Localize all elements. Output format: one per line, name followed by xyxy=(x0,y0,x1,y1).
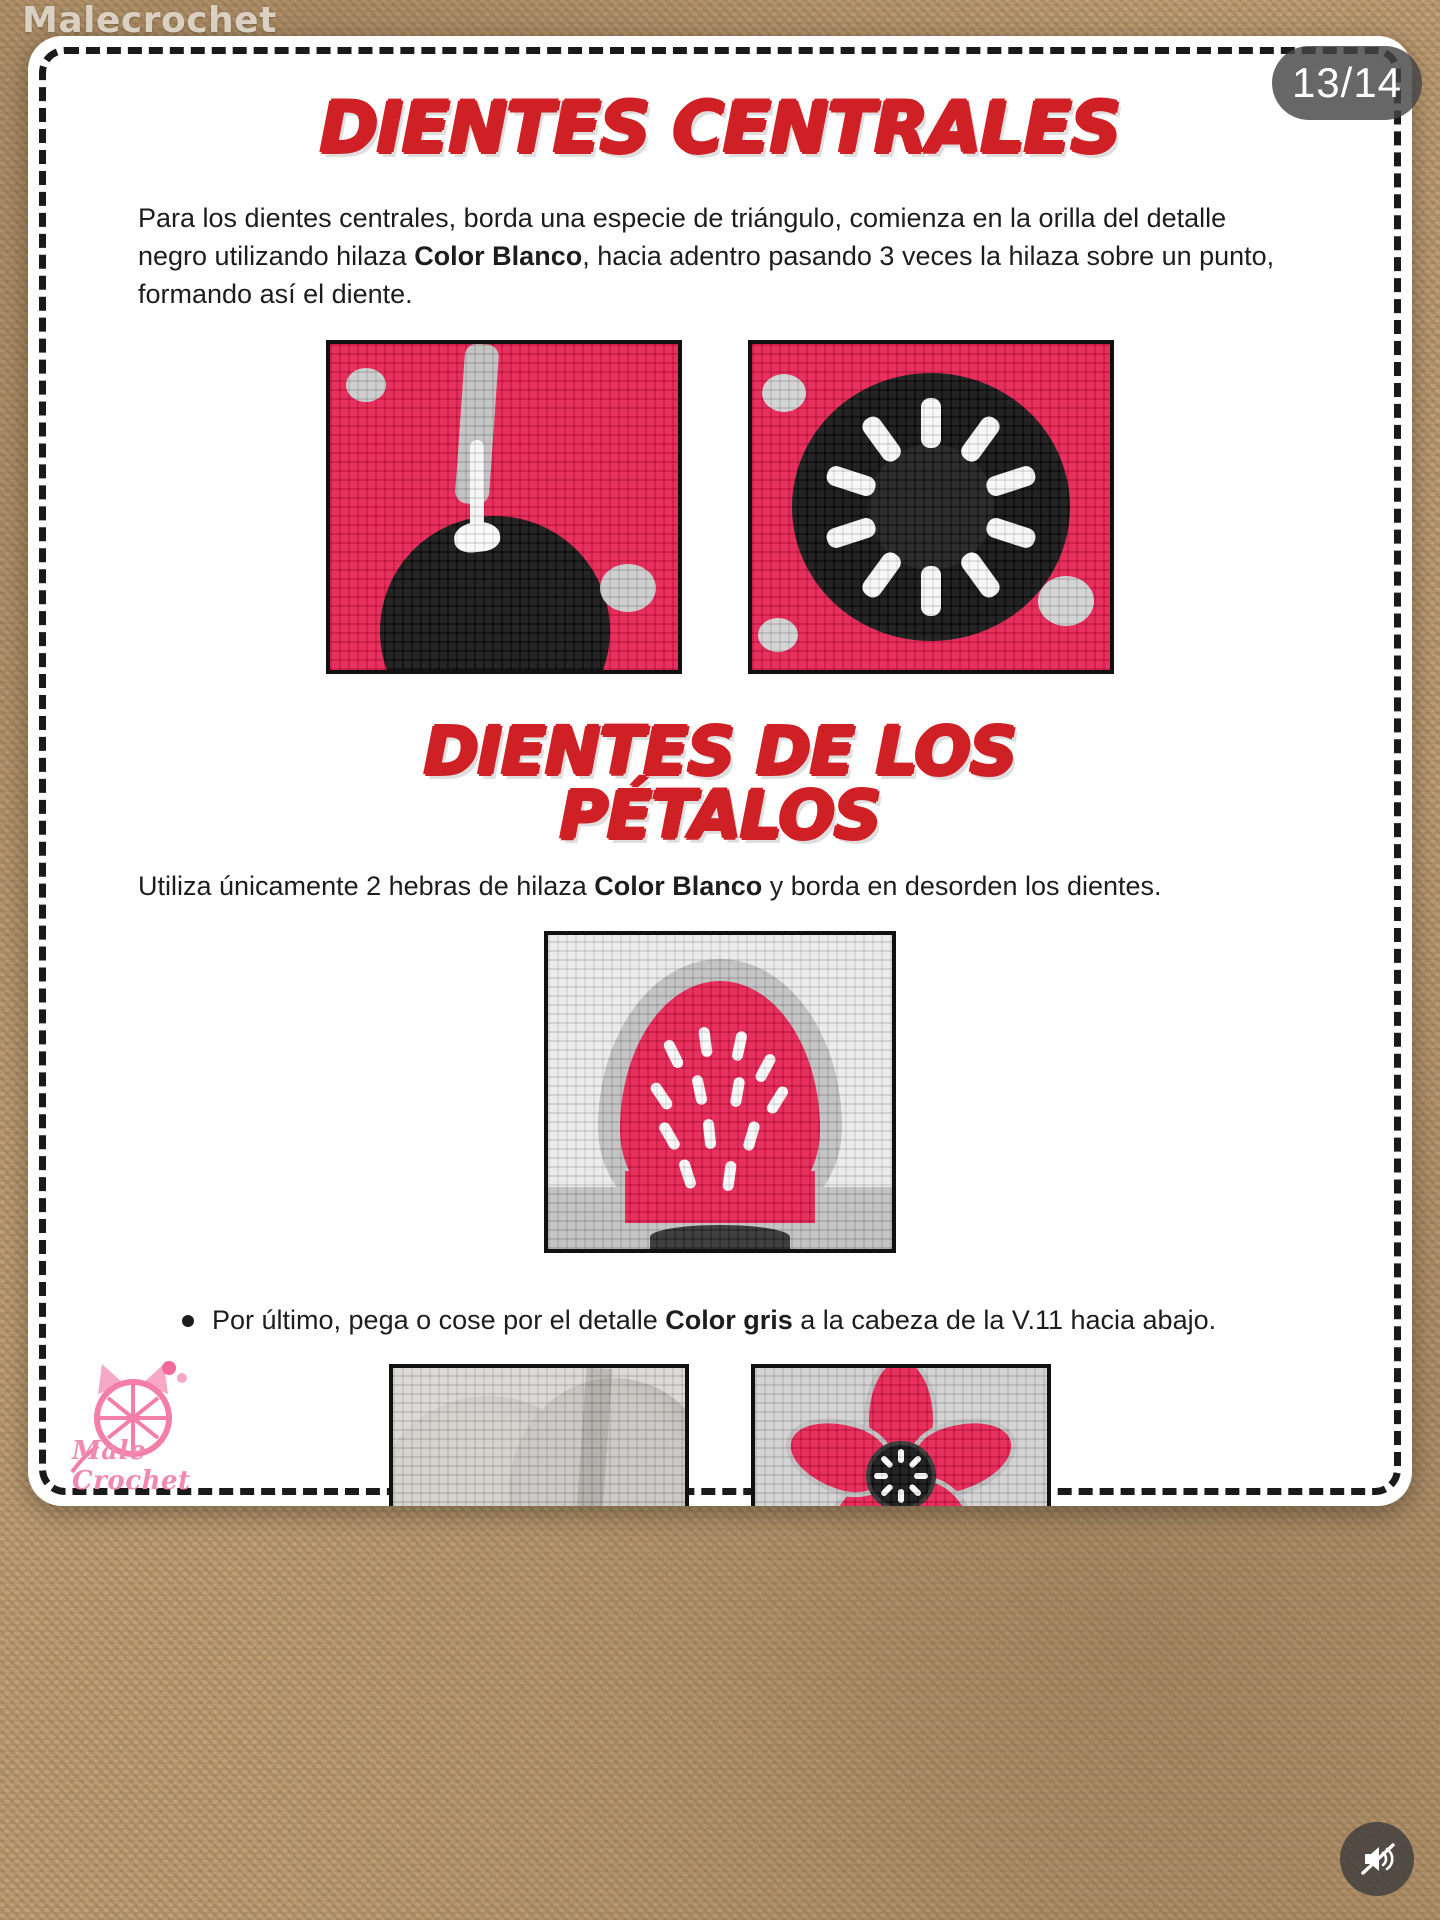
paragraph-part: Utiliza únicamente 2 hebras de hilaza xyxy=(138,870,595,901)
heading-line-1: DIENTES DE LOS xyxy=(423,712,1017,790)
paragraph-dientes-centrales xyxy=(138,199,1302,314)
pattern-page-card xyxy=(28,36,1412,1506)
bullet-part: a la cabeza de la V.11 hacia abajo. xyxy=(792,1305,1217,1336)
paragraph-part: Para los dientes centrales, borda una especie de triángulo, comienza en la orilla del detalle negro utilizando hilaza xyxy=(138,202,1227,271)
app-watermark: Malecrochet xyxy=(22,0,277,41)
section-heading-dientes-centrales: DIENTES CENTRALES xyxy=(319,87,1121,169)
photo-row-final xyxy=(138,1364,1302,1506)
paragraph-bold-color-blanco: Color Blanco xyxy=(594,870,763,901)
paragraph-bold-color-blanco: Color Blanco xyxy=(414,240,583,271)
speaker-mute-icon xyxy=(1357,1839,1397,1879)
photo-finished-flower xyxy=(751,1364,1051,1506)
brand-logo xyxy=(68,1350,258,1500)
heading-line-2: PÉTALOS xyxy=(559,777,881,855)
bullet-item xyxy=(138,1301,1302,1339)
bullet-text xyxy=(212,1301,1216,1339)
section-heading-dientes-de-los-petalos xyxy=(138,712,1302,855)
photo-petal-teeth xyxy=(544,931,896,1253)
photo-row-petalos xyxy=(138,931,1302,1253)
bullet-part: Por último, pega o cose por el detalle xyxy=(212,1305,666,1336)
page-content xyxy=(28,36,1412,1506)
photo-black-center-teeth xyxy=(748,340,1114,674)
photo-stitch-closeup xyxy=(326,340,682,674)
bullet-dot-icon xyxy=(182,1315,194,1327)
bullet-bold-color-gris: Color gris xyxy=(665,1305,793,1336)
mute-button[interactable] xyxy=(1340,1822,1414,1896)
paragraph-part: y borda en desorden los dientes. xyxy=(762,870,1162,901)
paragraph-dientes-petalos xyxy=(138,867,1302,905)
paragraph-part: , hacia adentro pasando 3 veces la hilaza sobre un punto, formando así el diente. xyxy=(138,240,1275,310)
brand-label: Male Crochet xyxy=(72,1436,191,1496)
photo-grey-head xyxy=(389,1364,689,1506)
page-counter: 13/14 xyxy=(1272,46,1422,120)
photo-row-dientes-centrales xyxy=(138,340,1302,674)
